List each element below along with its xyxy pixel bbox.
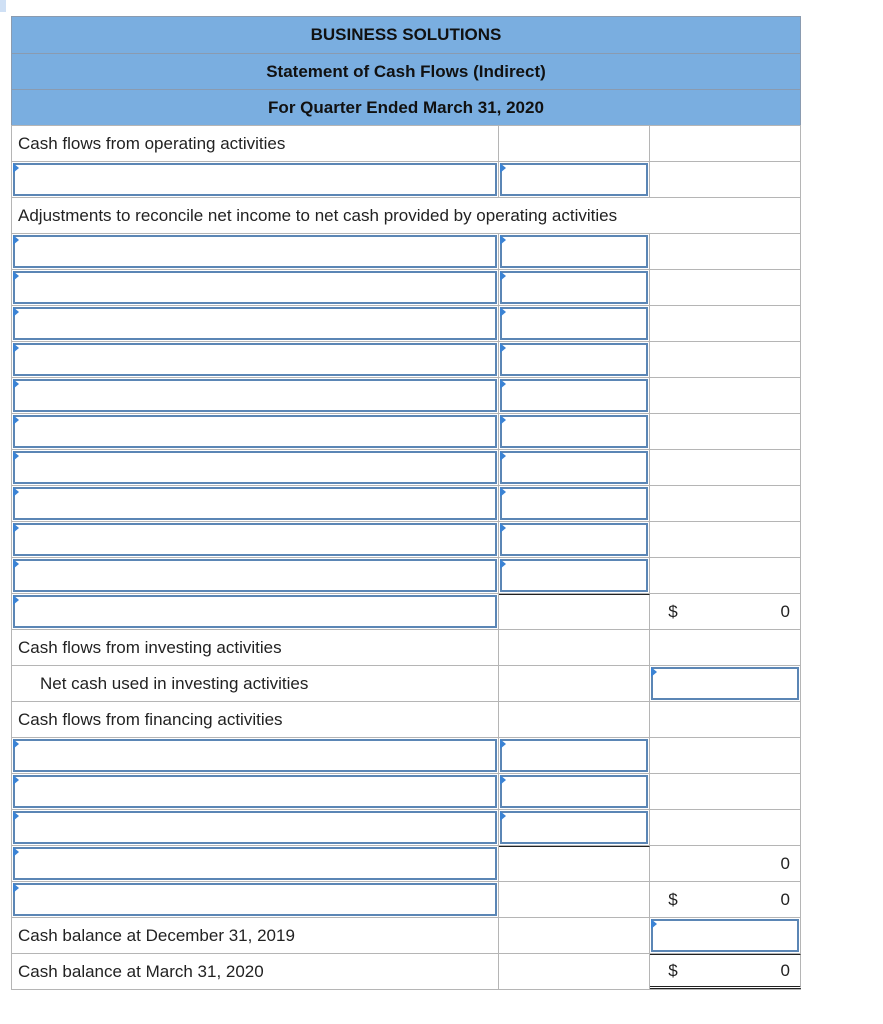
adjustment-row	[11, 269, 801, 305]
financing-amount-input[interactable]	[500, 775, 648, 808]
currency-symbol: $	[668, 889, 678, 909]
operating-total-row	[11, 593, 801, 629]
operating-total-value	[650, 594, 800, 629]
adjustment-label-input[interactable]	[13, 523, 497, 556]
operating-label: Cash flows from operating activities	[18, 134, 286, 153]
adjustment-row	[11, 413, 801, 449]
financing-label-input[interactable]	[13, 775, 497, 808]
operating-total-label-input[interactable]	[13, 595, 497, 628]
cash-begin-amount-input[interactable]	[651, 919, 799, 952]
adjustment-amount-input[interactable]	[500, 559, 648, 592]
financing-label-input[interactable]	[13, 811, 497, 844]
cash-end-label: Cash balance at March 31, 2020	[18, 962, 264, 981]
financing-total-row	[11, 845, 801, 881]
adjustment-label-input[interactable]	[13, 271, 497, 304]
adjustment-row	[11, 449, 801, 485]
adjustment-amount-input[interactable]	[500, 343, 648, 376]
adjustment-label-input[interactable]	[13, 415, 497, 448]
adjustment-amount-input[interactable]	[500, 379, 648, 412]
period-title: For Quarter Ended March 31, 2020	[11, 89, 801, 125]
adjustment-row	[11, 305, 801, 341]
adjustment-label-input[interactable]	[13, 559, 497, 592]
adjustment-row	[11, 557, 801, 593]
cash-begin-label: Cash balance at December 31, 2019	[18, 926, 295, 945]
statement-title: Statement of Cash Flows (Indirect)	[11, 53, 801, 89]
adjustment-row	[11, 341, 801, 377]
investing-label: Cash flows from investing activities	[18, 638, 282, 657]
currency-symbol: $	[668, 601, 678, 621]
page-accent-marker	[0, 0, 6, 12]
net-investing-label: Net cash used in investing activities	[40, 674, 309, 693]
net-change-row	[11, 881, 801, 917]
financing-label: Cash flows from financing activities	[18, 710, 283, 729]
net-change-amount: 0	[780, 889, 790, 909]
financing-label-input[interactable]	[13, 739, 497, 772]
cash-begin-row	[11, 917, 801, 953]
net-investing-amount-input[interactable]	[651, 667, 799, 700]
cash-end-value	[650, 955, 800, 986]
adjustment-label-input[interactable]	[13, 307, 497, 340]
adjustment-amount-input[interactable]	[500, 271, 648, 304]
adjustment-row	[11, 377, 801, 413]
adjustment-amount-input[interactable]	[500, 235, 648, 268]
net-income-row	[11, 161, 801, 197]
adjustment-row	[11, 485, 801, 521]
financing-amount-input[interactable]	[500, 811, 648, 844]
adjustment-label-input[interactable]	[13, 379, 497, 412]
adjustment-amount-input[interactable]	[500, 487, 648, 520]
adjustment-row	[11, 233, 801, 269]
adjustments-label: Adjustments to reconcile net income to net cash provided by operating activities	[18, 206, 618, 225]
currency-symbol: $	[668, 960, 678, 980]
adjustment-label-input[interactable]	[13, 451, 497, 484]
company-title: BUSINESS SOLUTIONS	[11, 16, 801, 53]
financing-total-amount: 0	[780, 853, 790, 873]
adjustment-label-input[interactable]	[13, 235, 497, 268]
cash-end-row	[11, 953, 801, 990]
net-investing-row	[11, 665, 801, 701]
adjustment-row	[11, 521, 801, 557]
adjustment-amount-input[interactable]	[500, 523, 648, 556]
cash-end-amount: 0	[780, 960, 790, 980]
financing-total-label-input[interactable]	[13, 847, 497, 880]
financing-row	[11, 809, 801, 845]
adjustment-label-input[interactable]	[13, 487, 497, 520]
net-income-label-input[interactable]	[13, 163, 497, 196]
financing-total-value	[650, 846, 800, 881]
financing-amount-input[interactable]	[500, 739, 648, 772]
cash-flow-worksheet	[11, 16, 801, 990]
operating-total-amount: 0	[780, 601, 790, 621]
financing-row	[11, 737, 801, 773]
adjustment-amount-input[interactable]	[500, 451, 648, 484]
investing-header-row	[11, 629, 801, 665]
adjustment-label-input[interactable]	[13, 343, 497, 376]
net-change-label-input[interactable]	[13, 883, 497, 916]
financing-row	[11, 773, 801, 809]
adjustments-header-row	[11, 197, 801, 233]
net-change-value	[650, 882, 800, 917]
net-income-amount-input[interactable]	[500, 163, 648, 196]
adjustment-amount-input[interactable]	[500, 307, 648, 340]
adjustment-amount-input[interactable]	[500, 415, 648, 448]
financing-header-row	[11, 701, 801, 737]
operating-header-row	[11, 125, 801, 161]
